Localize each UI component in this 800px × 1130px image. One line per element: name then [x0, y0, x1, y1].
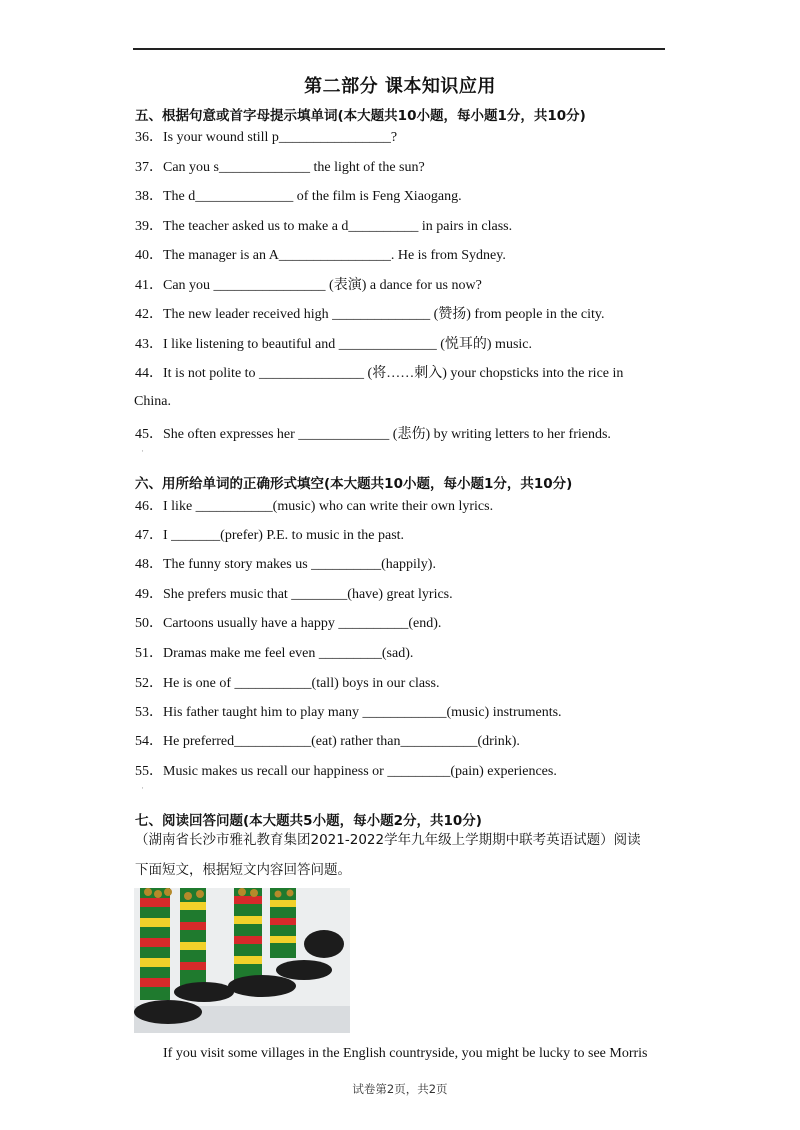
question-44-continuation: China.	[134, 394, 171, 409]
question-37: 37．Can you s_____________ the light of the sun?	[135, 160, 425, 175]
page-title: 第二部分 课本知识应用	[304, 76, 496, 97]
header-rule	[133, 48, 665, 50]
paragraph-mark: ·	[141, 446, 144, 456]
question-36: 36．Is your wound still p________________?	[135, 130, 398, 145]
question-38: 38．The d______________ of the film is Feng Xiaogang.	[135, 189, 462, 204]
source-line-1: （湖南省长沙市雅礼教育集团2021-2022学年九年级上学期期中联考英语试题）阅读	[135, 832, 641, 848]
paragraph-mark: ·	[141, 783, 144, 793]
question-40: 40．The manager is an A________________. He is from Sydney.	[135, 248, 506, 263]
question-49: 49．She prefers music that ________(have) great lyrics.	[135, 587, 453, 602]
section-7-heading: 七、阅读回答问题(本大题共5小题，每小题2分，共10分)	[135, 813, 482, 829]
question-47: 47．I _______(prefer) P.E. to music in the past.	[135, 528, 405, 543]
question-42: 42．The new leader received high ______________ (赞扬) from people in the city.	[135, 307, 605, 322]
question-43: 43．I like listening to beautiful and ______________ (悦耳的) music.	[135, 337, 533, 352]
question-41: 41．Can you ________________ (表演) a dance for us now?	[135, 278, 482, 293]
question-39: 39．The teacher asked us to make a d__________ in pairs in class.	[135, 219, 513, 234]
section-6-heading: 六、用所给单词的正确形式填空(本大题共10小题，每小题1分，共10分)	[135, 476, 573, 492]
question-46: 46．I like ___________(music) who can write their own lyrics.	[135, 499, 494, 514]
question-48: 48．The funny story makes us __________(happily).	[135, 557, 436, 572]
question-51: 51．Dramas make me feel even _________(sad).	[135, 646, 414, 661]
question-53: 53．His father taught him to play many ____________(music) instruments.	[135, 705, 562, 720]
passage-first-line: If you visit some villages in the English countryside, you might be lucky to see Morris	[163, 1046, 648, 1061]
question-54: 54．He preferred___________(eat) rather than___________(drink).	[135, 734, 520, 749]
page-footer: 试卷第2页，共2页	[352, 1082, 448, 1096]
question-50: 50．Cartoons usually have a happy __________(end).	[135, 616, 442, 631]
question-44: 44．It is not polite to _______________ (将……刺入) your chopsticks into the rice in	[135, 366, 624, 381]
morris-dancers-photo	[134, 888, 350, 1033]
source-note	[135, 825, 665, 885]
question-55: 55．Music makes us recall our happiness or _________(pain) experiences.	[135, 764, 557, 779]
section-5-heading: 五、根据句意或首字母提示填单词(本大题共10小题，每小题1分，共10分)	[135, 108, 586, 124]
source-line-2: 下面短文，根据短文内容回答问题。	[135, 862, 351, 878]
question-52: 52．He is one of ___________(tall) boys in our class.	[135, 676, 440, 691]
question-45: 45．She often expresses her _____________ (悲伤) by writing letters to her friends.	[135, 427, 611, 442]
